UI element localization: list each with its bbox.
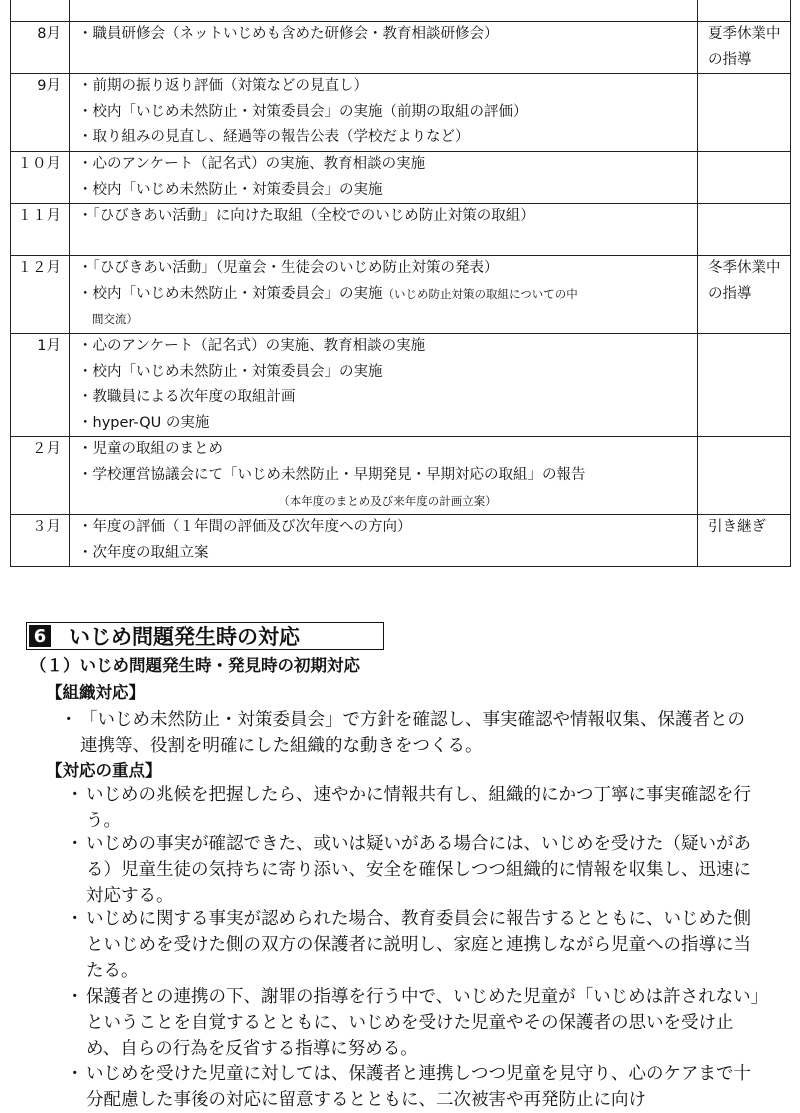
table-row [11, 204, 791, 256]
focus-item: ・ いじめの事実が確認できた、或いは疑いがある場合には、いじめを受けた（疑いがある）児童生徒の気持ちに寄り添い、安全を確保しつつ組織的に情報を収集し、迅速に対応する。 [66, 831, 766, 910]
activity-cell [70, 74, 698, 152]
activity-item: ・教職員による次年度の取組計画 [78, 389, 296, 406]
activity-cell [70, 256, 698, 334]
focus-item: ・ いじめの兆候を把握したら、速やかに情報共有し、組織的にかつ丁寧に事実確認を行う。 [66, 782, 766, 834]
activity-item: ・年度の評価（１年間の評価及び次年度への方向） [78, 519, 412, 536]
activity-item: ・次年度の取組立案 [78, 544, 209, 561]
label-focus: 【対応の重点】 [46, 761, 162, 780]
note-cell: 引き継ぎ [698, 515, 791, 567]
note-cell: 夏季休業中 の指導 [698, 22, 791, 74]
month-cell: １０月 [11, 151, 70, 203]
month-cell: 1月 [11, 333, 70, 436]
table-row [11, 256, 791, 334]
activity-item: ・校内「いじめ未然防止・対策委員会」の実施（前期の取組の評価） [78, 103, 528, 120]
note-cell: 冬季休業中 の指導 [698, 256, 791, 334]
table-row [11, 22, 791, 74]
activity-item: ・取り組みの見直し、経過等の報告公表（学校だよりなど） [78, 129, 470, 146]
activity-cell [70, 515, 698, 567]
activity-item: ・児童の取組のまとめ [78, 441, 223, 458]
activity-cell [70, 22, 698, 74]
bullet: ・ [66, 909, 84, 929]
activity-item: 間交流） [92, 312, 138, 327]
table-row [11, 437, 791, 515]
month-cell: １２月 [11, 256, 70, 334]
table-row [11, 515, 791, 567]
focus-item: ・ いじめに関する事実が認められた場合、教育委員会に報告するとともに、いじめた側といじめを受けた側の双方の保護者に説明し、家庭と連携しながら児童への指導に当たる。 [66, 906, 766, 985]
section-number-badge: 6 [29, 625, 51, 647]
activity-item: ・前期の振り返り評価（対策などの見直し） [78, 78, 368, 95]
bullet: ・ [66, 834, 84, 854]
activity-item: ・hyper-QU の実施 [78, 414, 210, 431]
table-row [11, 0, 791, 22]
section-title: いじめ問題発生時の対応 [69, 625, 300, 649]
month-cell: ２月 [11, 437, 70, 515]
month-cell: 9月 [11, 74, 70, 152]
activity-cell [70, 204, 698, 256]
activity-item: ・校内「いじめ未然防止・対策委員会」の実施 [78, 363, 383, 380]
activity-item: ・心のアンケート（記名式）の実施、教育相談の実施 [78, 155, 426, 172]
month-cell: １１月 [11, 204, 70, 256]
activity-item: ・職員研修会（ネットいじめも含めた研修会・教育相談研修会） [78, 26, 499, 42]
organization-paragraph: ・ 「いじめ未然防止・対策委員会」で方針を確認し、事実確認や情報収集、保護者との連携等、役割を明確にした組織的な動きをつくる。 [60, 707, 760, 759]
activity-item: ・「ひびきあい活動」に向けた取組（全校でのいじめ防止対策の取組） [78, 208, 535, 225]
section-heading [26, 622, 384, 650]
activity-item: ・学校運営協議会にて「いじめ未然防止・早期発見・早期対応の取組」の報告 [78, 466, 586, 483]
label-organization: 【組織対応】 [46, 683, 145, 702]
focus-item: ・ いじめを受けた児童に対しては、保護者と連携しつつ児童を見守り、心のケアまで十分配慮した事後の対応に留意するとともに、二次被害や再発防止に向け [66, 1061, 766, 1113]
month-cell: ３月 [11, 515, 70, 567]
annual-schedule-table [10, 0, 791, 567]
table-row [11, 151, 791, 203]
bullet: ・ [66, 785, 84, 805]
activity-cell [70, 151, 698, 203]
bullet: ・ [66, 1064, 84, 1084]
bullet: ・ [66, 987, 84, 1007]
month-cell: 8月 [11, 22, 70, 74]
activity-item: （本年度のまとめ及び来年度の計画立案） [278, 493, 497, 508]
table-row [11, 333, 791, 436]
table-row [11, 74, 791, 152]
activity-cell [70, 333, 698, 436]
activity-item: ・校内「いじめ未然防止・対策委員会」の実施（いじめ防止対策の取組についての中 [78, 285, 578, 302]
bullet: ・ [60, 710, 78, 730]
activity-item: ・「ひびきあい活動」（児童会・生徒会のいじめ防止対策の発表） [78, 260, 499, 277]
subheading: （１）いじめ問題発生時・発見時の初期対応 [30, 656, 360, 675]
activity-item: ・校内「いじめ未然防止・対策委員会」の実施 [78, 181, 383, 198]
activity-cell [70, 437, 698, 515]
focus-item: ・ 保護者との連携の下、謝罪の指導を行う中で、いじめた児童が「いじめは許されない」ということを自覚するとともに、いじめを受けた児童やその保護者の思いを受け止め、自らの行為を反省する指導に努める。 [66, 984, 766, 1063]
activity-item: ・心のアンケート（記名式）の実施、教育相談の実施 [78, 337, 426, 354]
